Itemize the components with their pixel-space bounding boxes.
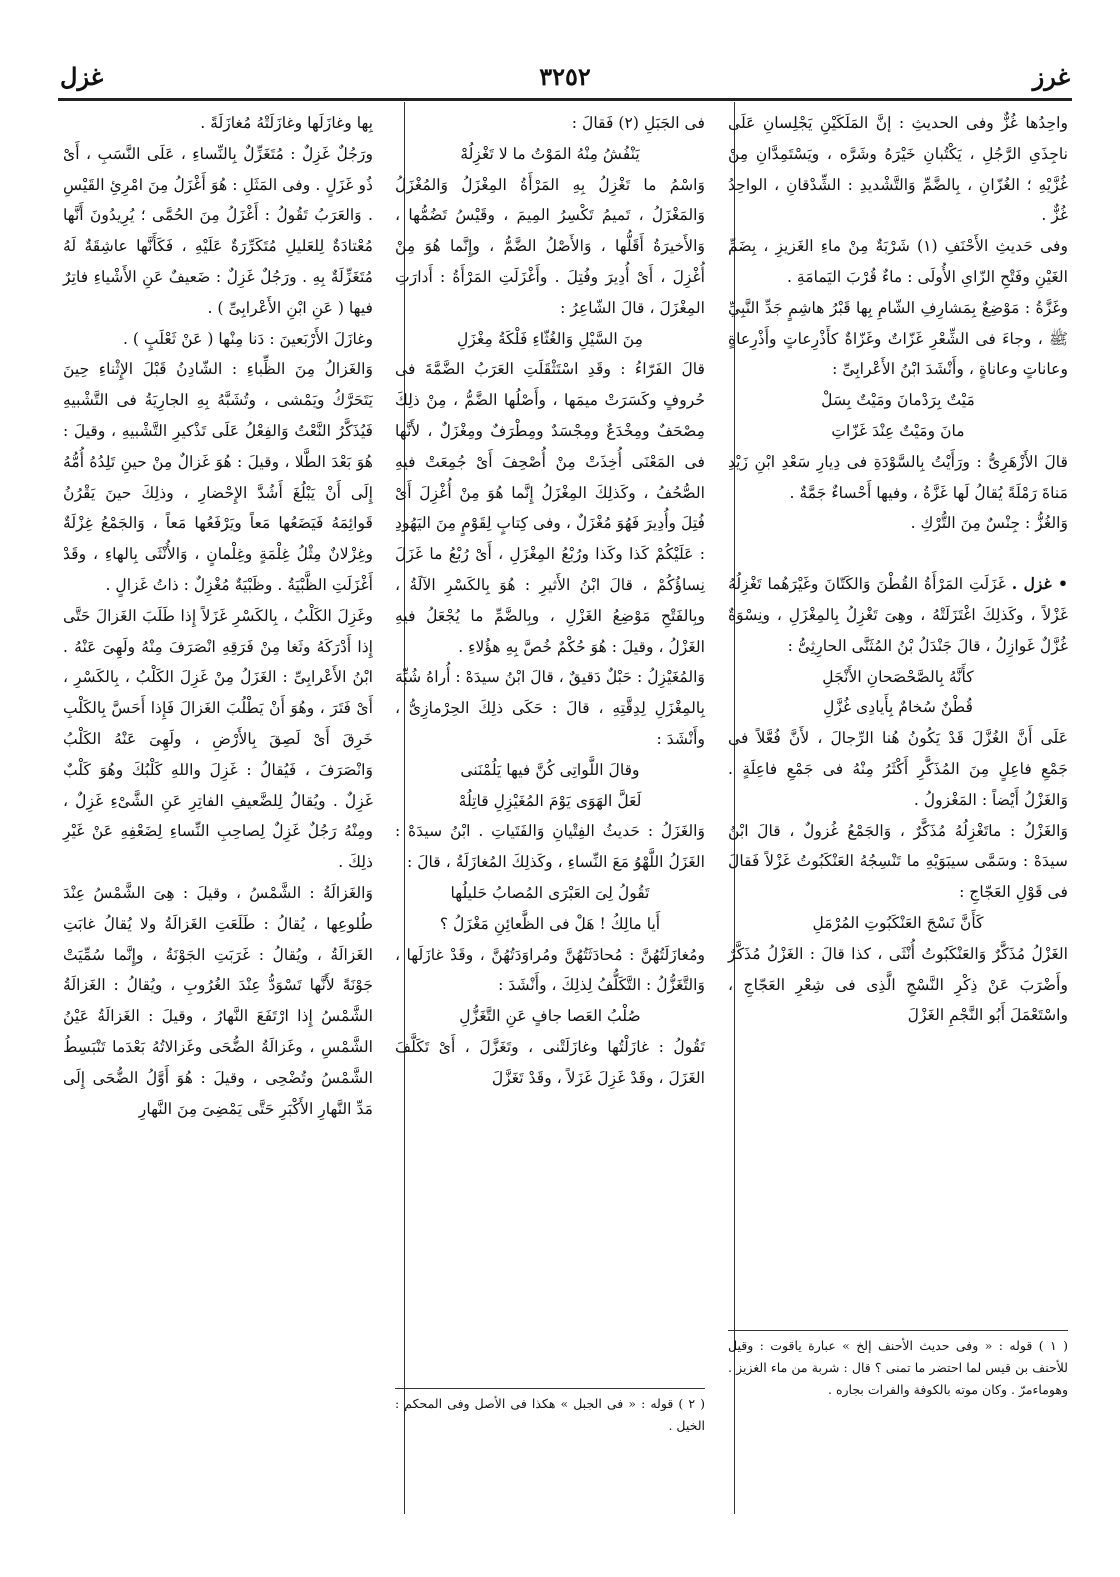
paragraph: تَقُولُ : غازَلْتُها وغازَلَتْنى ، وتَغَزَّلَ ، أَىْ تَكَلَّفَ الغَزَلَ ، وقَدْ غَزِلَ غَزَلاً ، وقَدْ تَغَزَّلَ	[395, 1037, 705, 1087]
paragraph: الغَزْلُ مُذَكَّرٌ وَالعَنْكَبُوتُ أُنْثَى ، كذا قالَ : الغَزْلُ مُذَكَّرٌ وأَضْرَبَ عَنْ ذِكْرِ النَّسْجِ الَّذِى فى شِعْرِ العَجّاجِ ، واسْتَعْمَلَ أَبُو النَّجْمِ الغَزْلَ	[728, 944, 1068, 1025]
paragraph: ورَجُلٌ غَزِلٌ : مُتَغَزِّلٌ بِالنِّساءِ ، عَلَى النَّسَبِ ، أَىْ ذُو غَزَلٍ . وفى المَثَلِ : هُوَ أَغْزَلُ مِنَ امْرِئِ القَيْسِ . وَالعَرَبُ تَقُولُ : أَغْزَلُ مِنَ الحُمَّى ؛ يُرِيدُونَ أَنَّها مُعْتادَةٌ لِلعَليلِ مُتَكَرِّرَةٌ عَلَيْهِ ، فَكَأَنَّها عاشِقَةٌ لَهُ مُتَغَزِّلَةٌ بِهِ . ورَجُلٌ غَزِلٌ : ضَعيفٌ عَنِ الأَشْياءِ فاتِرٌ فيها ( عَنِ ابْنِ الأَعْرابِىِّ ) .	[63, 144, 373, 317]
paragraph: وَالغَزالَةُ : الشَّمْسُ ، وقيلَ : هِىَ الشَّمْسُ عِنْدَ طُلوعِها ، يُقالُ : طَلَعَتِ الغَزالَةُ ولا يُقالُ غابَتِ الغَزالَةُ ، ويُقالُ : غَرَبَتِ الجَوْنَةُ ، وإِنَّما سُمِّيَتْ جَوْنَةً لأَنَّها تَسْوَدُّ عِنْدَ الغُرُوبِ ، ويُقالُ : الغَزالَةُ الشَّمْسُ إِذا ارْتَفَعَ النَّهارُ ، وقيلَ : الغَزالَةُ عَيْنُ الشَّمْسِ ، وغَزالَةُ الضُّحَى وغَزالاتُهُ بَعْدَما تَنْبَسِطُ الشَّمْسُ وتُضْحِى ، وقيلَ : هُوَ أَوَّلُ الضُّحَى إِلَى مَدِّ النَّهارِ الأَكْبَرِ حَتَّى يَمْضِىَ مِنَ النَّهارِ	[63, 883, 373, 1118]
verse-line: مِنَ السَّيْلِ وَالغُثّاءِ فَلْكَةُ مِغْزَلِ	[457, 329, 643, 348]
paragraph: وغَزَّةُ : مَوْضِعٌ بِمَشارِفِ الشّامِ بِها قَبْرُ هاشِمٍ جَدِّ النَّبِيِّ ﷺ ، وجاءَ فى الشِّعْرِ غَزّاتٌ وغَزّاةٌ كأَذْرِعاتٍ وأَذْرِعاةٍ وعاناتٍ وعاناةٍ ، وأَنْشَدَ ابْنُ الأَعْرابِىِّ :	[728, 298, 1068, 379]
paragraph: واحِدُها غُزٌّ وفى الحديثِ : إنَّ المَلَكَيْنِ يَجْلِسانِ عَلَى ناجِذَىِ الرَّجُلِ ، يَكْتُبانِ خَيْرَهُ وشَرَّه ، ويَسْتَمِدَّانِ مِنْ غُزَّيْهِ ؛ الغُزّانِ ، بِالضَّمِّ وَالتَّشْديدِ : الشِّدْقانِ ، الواحِدُ غُزٌّ .	[728, 114, 1068, 225]
entry-gap	[728, 539, 1068, 569]
verse-line: كَأَنَّ نَسْجَ العَنْكَبُوتِ المُرْمَلِ	[812, 913, 984, 932]
verse-line: وقالَ اللَّواتِى كُنَّ فيها يَلُمْنَنى	[460, 760, 640, 779]
paragraph: ومُغازَلَتُهُنَّ : مُحادَثَتُهُنَّ ومُراوَدَتُهُنَّ ، وقَدْ غازَلَها ، وَالتَّغَزُّلُ : التَّكَلُّفُ لِذلِكَ ، وأَنْشَدَ :	[395, 945, 705, 995]
column-middle	[395, 108, 705, 1094]
entry-headword: • غزل .	[1011, 574, 1068, 594]
page-header	[60, 62, 1070, 96]
verse-line: قُطْنٌ سُخامٌ بِأَيادِى غُزَّلِ	[823, 698, 973, 717]
paragraph: وغَزِلَ الكَلْبُ ، بِالكَسْرِ غَزَلاً إِذا طَلَبَ الغَزالَ حَتَّى إِذا أَدْرَكَهُ وثَغا مِنْ فَرَقِهِ انْصَرَفَ مِنْهُ ولَهِىَ عَنْهُ . ابْنُ الأَعْرابِىِّ : الغَزَلُ مِنْ غَزِلَ الكَلْبُ ، بِالكَسْرِ ، أَىْ فَتَرَ ، وهُوَ أَنْ يَطْلُبَ الغَزالَ فَإِذا أَحَسَّ بِالكَلْبِ خَرِقَ أَىْ لَصِقَ بِالأَرْضِ ، ولَهِىَ عَنْهُ الكَلْبُ وَانْصَرَفَ ، فَيُقالُ : غَزِلَ واللهِ كَلْبُكَ وهُوَ كَلْبٌ غَزِلٌ . ويُقالُ لِلضَّعيفِ الفاتِرِ عَنِ الشَّىْءِ غَزِلٌ ، ومِنْهُ رَجُلٌ غَزِلٌ لِصاحِبِ النِّساءِ لِضَعْفِهِ عَنْ غَيْرِ ذلِكَ .	[63, 606, 373, 872]
paragraph: وغازَلَ الأَرْبَعينَ : دَنا مِنْها ( عَنْ ثَعْلَبٍ ) .	[122, 329, 373, 348]
footnote-rule	[395, 1388, 705, 1389]
paragraph: فى الجَبَلِ (٢) فَقالَ :	[571, 114, 705, 132]
entry-text: غَزَلَتِ المَرْأَةُ القُطْنَ وَالكَتّانَ وغَيْرَهُما تَغْزِلُهُ غَزْلاً ، وكَذلِكَ اغْتَزَلَتْهُ ، وهِىَ تَغْزِلُ بِالمِغْزَلِ ، ونِسْوَةٌ غُزَّلٌ غَوازِلُ ، قالَ جَنْدَلُ بْنُ المُثَنَّى الحارِثِىُّ :	[728, 575, 1068, 655]
paragraph: وَالغُزُّ : جِنْسٌ مِنَ التُّرْكِ .	[910, 514, 1068, 533]
entry-paragraph	[728, 569, 1068, 661]
verse-line: كأَنَّهُ بِالصَّحْصَحانِ الأَنْجَلِ	[822, 667, 974, 686]
page-number: ٣٢٥٢	[539, 62, 591, 91]
verse-line: مَيْتٌ بِرَدْمانَ ومَيْتٌ بِسَلْ	[821, 391, 975, 410]
header-root-left: غزل	[60, 62, 104, 91]
paragraph: بِها وغازَلَها وغازَلَتْهُ مُغازَلَةً .	[200, 114, 373, 132]
verse-line: أَيا مالِكُ ! هَلْ فى الظَّعائِنِ مَغْزَلُ ؟	[439, 914, 661, 933]
paragraph: وَالغَزالُ مِنَ الظِّباءِ : الشّادِنُ قَبْلَ الإِثْناءِ حِينَ يَتَحَرَّكُ ويَمْشى ، وتُشَبَّهُ بِهِ الجارِيَةُ فى التَّشْبيهِ فَيُذَكَّرُ النَّعْتُ وَالفِعْلُ عَلَى تَذْكيرِ التَّشْبيهِ ، وقيلَ : هُوَ بَعْدَ الطَّلا ، وقيلَ : هُوَ غَزالٌ مِنْ حينِ تَلِدُهُ أُمُّهُ إِلَى أَنْ يَبْلُغَ أَشُدَّ الإِحْضارِ ، وذلِكَ حينَ يَقْرُنُ قَوائِمَهُ فَيَضَعُها مَعاً ويَرْفَعُها مَعاً ، وَالجَمْعُ غِزْلَةٌ وغِزْلانٌ مِثْلُ غِلْمَةٍ وغِلْمانٍ ، وَالأُنْثَى بِالهاءِ ، وقَدْ أَغْزَلَتِ الظَّبْيَةُ . وظَبْيَةٌ مُغْزِلٌ : ذاتُ غَزالٍ .	[63, 360, 373, 594]
column-left	[63, 108, 373, 1124]
paragraph: وَالغَزَلُ : حَديثُ الفِتْيانِ وَالفَتَياتِ . ابْنُ سيدَهْ : الغَزَلُ اللَّهْوُ مَعَ النِّساءِ ، وكَذلِكَ المُغازَلَةُ ، قالَ :	[395, 822, 705, 872]
column-right	[728, 108, 1068, 1031]
paragraph: وَالمُغَيْزِلُ : حَبْلٌ دَقيقٌ ، قالَ ابْنُ سيدَهْ : أُراهُ شُبِّهَ بِالمِغْزَلِ لِدِقَّتِهِ ، قالَ : حَكَى ذلِكَ الحِرْمازِىُّ ، وأَنْشَدَ :	[395, 668, 705, 748]
verse-line: مانَ ومَيْتٌ عِنْدَ غَزّاتِ	[831, 421, 965, 440]
header-root-right: غرز	[1032, 62, 1070, 91]
paragraph: وَالغَزْلُ : ماتَغْزِلُهُ مُذَكَّرٌ ، وَالجَمْعُ غُزولٌ ، قالَ ابْنُ سيدَهْ : وسَمَّى سيبَوَيْهِ ما تَنْسِجُهُ العَنْكَبُوتُ غَزْلاً فَقالَ فى قَوْلِ العَجّاجِ :	[728, 821, 1068, 902]
footnote-rule	[728, 1330, 1068, 1331]
footnote-1: ( ١ ) قوله : « وفى حديث الأحنف إلخ » عبارة ياقوت : وقيل للأحنف بن قيس لما احتضر ما تمنى ؟ قال : شربة من ماء الغزيز . وهوماءمرّ . وكان موته بالكوفة والفرات بجاره .	[728, 1338, 1068, 1397]
verse-line: لَعَلَّ الهَوَى يَوْمَ المُغَيْزِلِ قاتِلُهْ	[458, 791, 642, 810]
verse-line: تَقُولُ لِىَ العَبْرَى المُصابُ حَليلُها	[450, 883, 650, 902]
paragraph: وفى حَديثِ الأَحْنَفِ (١) شَرْبَةٌ مِنْ ماءِ الغَزيزِ ، بِضَمِّ الغَيْنِ وفَتْحِ الزّاىِ الأُولَى : ماءٌ قُرْبَ اليَمامَةِ .	[728, 237, 1068, 286]
verse-line: يَنْفُشُ مِنْهُ المَوْتُ ما لا تَغْزِلُهْ	[460, 144, 640, 163]
paragraph: قالَ الفَرّاءُ : وقَدِ اسْتَثْقَلَتِ العَرَبُ الضَّمَّةَ فى حُروفٍ وكَسَرَتْ ميمَها ، وأَصْلُها الضَّمُّ ، مِنْ ذلِكَ مِصْحَفٌ ومِخْدَعٌ ومِجْسَدٌ ومِطْرَفٌ ومِغْزَلٌ ، لأَنَّها فى المَعْنَى أُخِذَتْ مِنْ أُصْحِفَ أَىْ جُمِعَتْ فيهِ الصُّحُفُ ، وكَذلِكَ المِغْزَلُ إِنَّما هُوَ مِنْ أُغْزِلَ أَىْ فُتِلَ وأُدِيرَ فَهُوَ مُغْزَلٌ ، وفى كِتابٍ لِقَوْمٍ مِنَ اليَهُودِ : عَلَيْكُمْ كَذا وكَذا ورُبْعُ المِغْزَلِ ، أَىْ رُبْعُ ما غَزَلَ نِساؤُكُمْ ، قالَ ابْنُ الأَثيرِ : هُوَ بِالكَسْرِ الآلَةُ ، وبِالفَتْحِ مَوْضِعُ الغَزْلِ ، وبِالضَّمِّ ما يُجْعَلُ فيهِ الغَزْلُ ، وقيلَ : هُوَ حُكْمٌ خُصَّ بِهِ هؤُلاءِ .	[395, 360, 705, 656]
verse-line: صُلْبُ العَصا جافٍ عَنِ التَّغَزُّلِ	[459, 1007, 641, 1026]
paragraph: وَاسْمُ ما تَغْزِلُ بِهِ المَرْأَةُ المِغْزَلُ وَالمُغْزَلُ وَالمَغْزَلُ ، تَميمُ تَكْسِرُ المِيمَ ، وقَيْسُ تَضُمُّها ، وَالأَخيرَةُ أَقَلُّها ، وَالأَصْلُ الضَّمُّ ، وإِنَّما هُوَ مِنْ أُغْزِلَ ، أَىْ أُدِيرَ وفُتِلَ . وأَغْزَلَتِ المَرْأَةُ : أَدارَتِ المِغْزَلَ ، قالَ الشّاعِرُ :	[395, 175, 705, 317]
paragraph: عَلَى أَنَّ الغُزَّلَ قَدْ يَكُونُ هُنا الرِّجالَ ، لأَنَّ فُعَّلاً فى جَمْعِ فاعِلٍ مِنَ المُذَكَّرِ أَكْثَرُ مِنْهُ فى جَمْعِ فاعِلَةٍ . وَالغَزْلُ أَيْضاً : المَغْزولُ .	[728, 729, 1068, 809]
header-rule	[58, 98, 1072, 101]
paragraph: قالَ الأَزْهَرِىُّ : ورَأَيْتُ بِالسَّوْدَةِ فى دِيارِ سَعْدِ ابْنِ زَيْدِ مَناةَ رَمْلَةً يُقالُ لَها غَزَّةُ ، وفيها أَحْساءٌ جَمَّةٌ .	[728, 452, 1068, 502]
footnote-2: ( ٢ ) قوله : « فى الجبل » هكذا فى الأصل وفى المحكم : الخيل .	[395, 1396, 705, 1433]
